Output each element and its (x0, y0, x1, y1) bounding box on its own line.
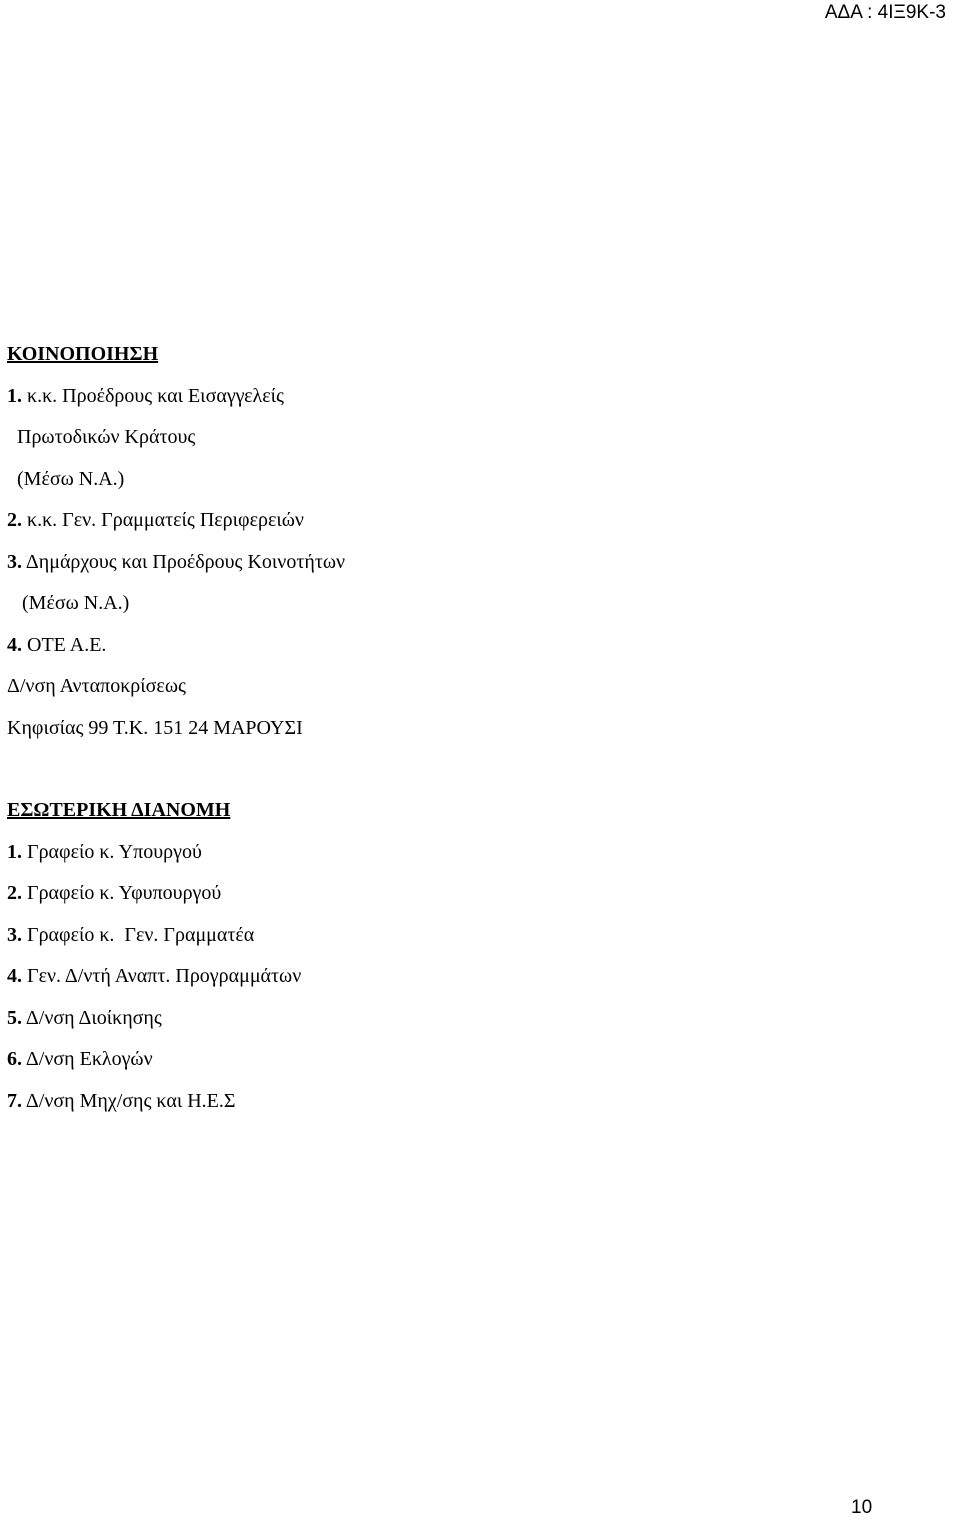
list-item: Κηφισίας 99 Τ.Κ. 151 24 ΜΑΡΟΥΣΙ (7, 716, 303, 739)
document-body (7, 339, 345, 1127)
list-item: Δ/νση Ανταποκρίσεως (7, 675, 186, 697)
list-item: 1. κ.κ. Προέδρους και Εισαγγελείς (7, 384, 284, 407)
esoteriki-dianomi-heading: ΕΣΩΤΕΡΙΚΗ ΔΙΑΝΟΜΗ (7, 799, 231, 821)
koinopoiisi-heading: ΚΟΙΝΟΠΟΙΗΣΗ (7, 343, 159, 365)
list-item: 1. Γραφείο κ. Υπουργού (7, 840, 202, 863)
list-item: 2. κ.κ. Γεν. Γραμματείς Περιφερειών (7, 509, 304, 531)
esoteriki-dianomi-list (7, 837, 345, 1128)
list-item: 2. Γραφείο κ. Υφυπουργού (7, 882, 222, 904)
list-item: 4. ΟΤΕ Α.Ε. (7, 633, 107, 656)
list-item: (Μέσω Ν.Α.) (7, 467, 125, 490)
list-item: 5. Δ/νση Διοίκησης (7, 1006, 162, 1029)
page-number: 10 (851, 1497, 873, 1518)
list-item: 3. Δημάρχους και Προέδρους Κοινοτήτων (7, 550, 346, 573)
list-item: 7. Δ/νση Μηχ/σης και Η.Ε.Σ (7, 1089, 236, 1112)
list-item: 3. Γραφείο κ. Γεν. Γραμματέα (7, 923, 255, 946)
list-item: 4. Γεν. Δ/ντή Αναπτ. Προγραμμάτων (7, 965, 302, 987)
list-item: Πρωτοδικών Κράτους (7, 426, 196, 448)
list-item: (Μέσω Ν.Α.) (7, 592, 130, 614)
ada-code: ΑΔΑ : 4ΙΞ9Κ-3 (824, 2, 946, 23)
koinopoiisi-list (7, 381, 345, 755)
section-spacer (7, 754, 345, 795)
list-item: 6. Δ/νση Εκλογών (7, 1048, 153, 1070)
